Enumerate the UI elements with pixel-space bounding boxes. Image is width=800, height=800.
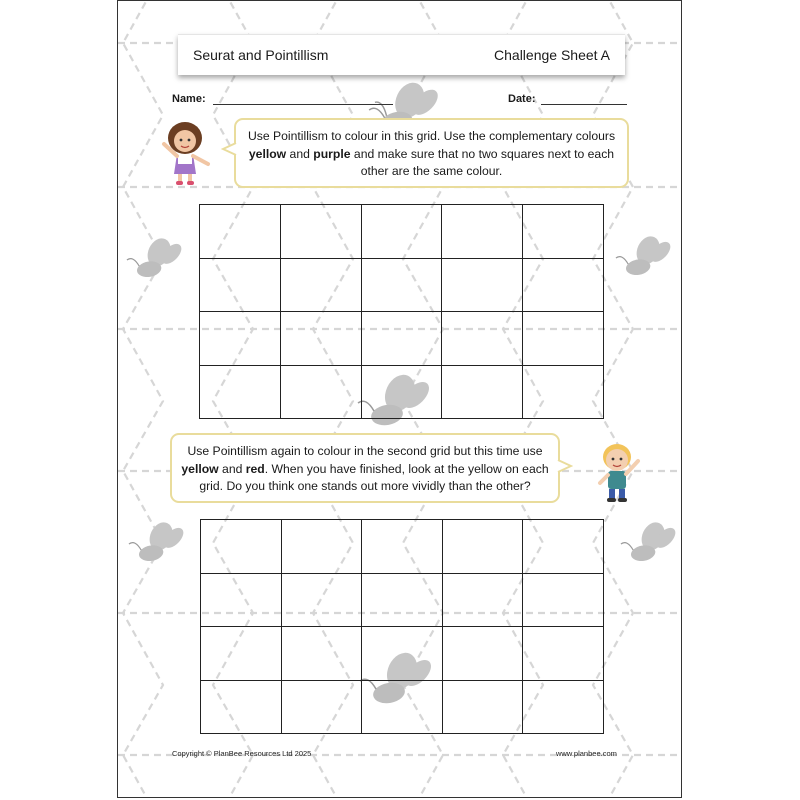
grid-cell[interactable]	[201, 627, 282, 681]
grid-row	[200, 365, 604, 419]
sheet-label: Challenge Sheet A	[494, 47, 610, 63]
website-link[interactable]: www.planbee.com	[556, 749, 617, 758]
instruction-text: and	[286, 146, 314, 161]
grid-cell[interactable]	[200, 258, 281, 312]
grid-row	[201, 680, 604, 734]
name-field[interactable]	[213, 104, 393, 105]
grid-cell[interactable]	[523, 365, 604, 419]
date-label: Date:	[508, 93, 536, 105]
grid-cell[interactable]	[361, 365, 442, 419]
grid-cell[interactable]	[361, 258, 442, 312]
grid-cell[interactable]	[280, 258, 361, 312]
copyright-text: Copyright © PlanBee Resources Ltd 2025	[172, 749, 312, 758]
grid-cell[interactable]	[442, 312, 523, 366]
grid-cell[interactable]	[280, 312, 361, 366]
name-label: Name:	[172, 93, 206, 105]
grid-cell[interactable]	[200, 365, 281, 419]
grid-cell[interactable]	[201, 520, 282, 574]
colour-yellow: yellow	[248, 146, 287, 161]
grid-cell[interactable]	[281, 627, 362, 681]
grid-cell[interactable]	[361, 205, 442, 259]
colouring-grid-1	[199, 204, 604, 419]
colour-red: red	[245, 461, 265, 476]
grid-cell[interactable]	[281, 573, 362, 627]
grid-cell[interactable]	[442, 573, 523, 627]
grid-cell[interactable]	[523, 520, 604, 574]
grid-cell[interactable]	[361, 312, 442, 366]
grid-cell[interactable]	[362, 520, 443, 574]
colour-purple: purple	[313, 146, 351, 161]
girl-character	[158, 114, 216, 186]
bubble-tail	[557, 458, 573, 474]
grid-cell[interactable]	[523, 680, 604, 734]
grid-cell[interactable]	[442, 680, 523, 734]
grid-cell[interactable]	[200, 205, 281, 259]
grid-row	[200, 258, 604, 312]
grid-cell[interactable]	[281, 520, 362, 574]
grid-row	[201, 520, 604, 574]
grid-cell[interactable]	[362, 680, 443, 734]
grid-cell[interactable]	[523, 205, 604, 259]
instruction-text: Use Pointillism again to colour in the second grid but this time use	[187, 444, 543, 458]
grid-cell[interactable]	[523, 627, 604, 681]
instruction-text: Use Pointillism to colour in this grid. Use the complementary colours	[247, 129, 616, 143]
grid-cell[interactable]	[281, 680, 362, 734]
grid-cell[interactable]	[442, 365, 523, 419]
grid-cell[interactable]	[523, 312, 604, 366]
grid-row	[200, 205, 604, 259]
fly-icon	[122, 237, 184, 283]
colour-yellow: yellow	[181, 461, 219, 476]
grid-cell[interactable]	[523, 258, 604, 312]
fly-icon	[616, 521, 678, 567]
colouring-grid-2	[200, 519, 604, 734]
boy-character	[592, 439, 642, 505]
bubble-tail	[221, 141, 237, 157]
grid-cell[interactable]	[442, 205, 523, 259]
instruction-bubble-2	[170, 433, 560, 503]
grid-row	[200, 312, 604, 366]
header-banner	[178, 34, 625, 75]
date-field[interactable]	[541, 104, 627, 105]
grid-cell[interactable]	[442, 520, 523, 574]
grid-cell[interactable]	[200, 312, 281, 366]
grid-cell[interactable]	[442, 258, 523, 312]
grid-row	[201, 573, 604, 627]
worksheet-title: Seurat and Pointillism	[193, 47, 329, 63]
instruction-text: . When you have finished, look at the yellow on each grid. Do you think one stands out more vividly than the other?	[199, 461, 549, 493]
worksheet-page	[117, 0, 682, 798]
instruction-text: and	[218, 461, 246, 476]
grid-cell[interactable]	[442, 627, 523, 681]
instruction-bubble-1	[234, 118, 629, 188]
grid-cell[interactable]	[201, 680, 282, 734]
grid-cell[interactable]	[280, 365, 361, 419]
grid-cell[interactable]	[362, 573, 443, 627]
grid-row	[201, 627, 604, 681]
grid-cell[interactable]	[280, 205, 361, 259]
fly-icon	[124, 521, 186, 567]
fly-icon	[611, 235, 673, 281]
instruction-text: and make sure that no two squares next to each other are the same colour.	[350, 146, 615, 178]
grid-cell[interactable]	[201, 573, 282, 627]
grid-cell[interactable]	[362, 627, 443, 681]
grid-cell[interactable]	[523, 573, 604, 627]
